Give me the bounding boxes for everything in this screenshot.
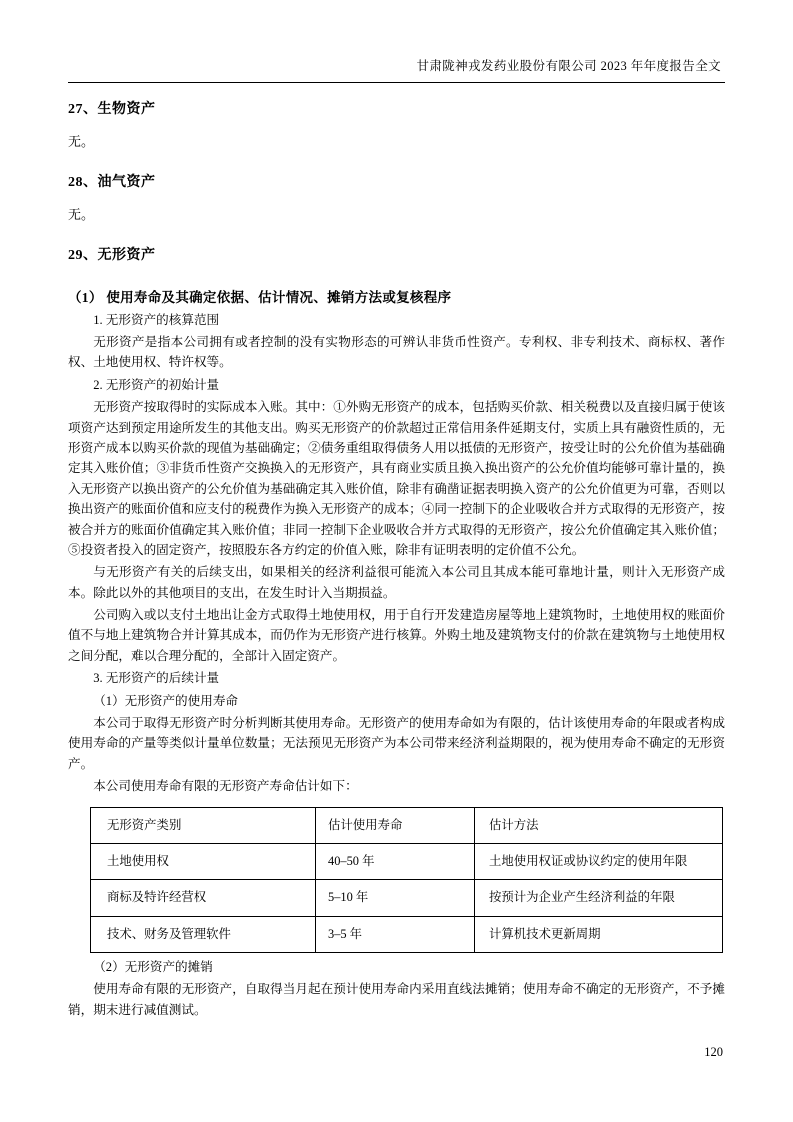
section-27-note: 无。 xyxy=(68,134,95,149)
paragraph-3: 2. 无形资产的初始计量 xyxy=(93,377,220,392)
table-row xyxy=(91,843,723,879)
table-cell-life: 40–50 年 xyxy=(316,843,475,879)
table-header-row xyxy=(91,807,723,843)
paragraph-11: （2）无形资产的摊销 xyxy=(93,960,213,975)
table-row xyxy=(91,880,723,916)
paragraph-8: （1）无形资产的使用寿命 xyxy=(93,693,239,708)
paragraph-12: 使用寿命有限的无形资产，自取得当月起在预计使用寿命内采用直线法摊销；使用寿命不确定的无形资产，不予摊销，期末进行减值测试。 xyxy=(68,982,725,1017)
page-number: 120 xyxy=(704,1045,723,1059)
table-header-cell-category: 无形资产类别 xyxy=(91,807,316,843)
paragraph-7: 3. 无形资产的后续计量 xyxy=(93,671,220,686)
intangible-assets-life-table xyxy=(90,807,723,953)
table-cell-method: 按预计为企业产生经济利益的年限 xyxy=(475,880,723,916)
table-cell-life: 5–10 年 xyxy=(316,880,475,916)
table-cell-method: 土地使用权证或协议约定的使用年限 xyxy=(475,843,723,879)
table-row xyxy=(91,916,723,952)
table-header-cell-method: 估计方法 xyxy=(475,807,723,843)
table-cell-category: 土地使用权 xyxy=(91,843,316,879)
page-content xyxy=(68,92,725,1020)
section-28-note: 无。 xyxy=(68,206,95,222)
section-heading-29: 29、无形资产 xyxy=(68,247,156,263)
subsection-heading-1: （1） 使用寿命及其确定依据、估计情况、摊销方法或复核程序 xyxy=(68,289,452,305)
table-cell-category: 商标及特许经营权 xyxy=(91,880,316,916)
paragraph-2: 无形资产是指本公司拥有或者控制的没有实物形态的可辨认非货币性资产。专利权、非专利技术、商标权、著作权、土地使用权、特许权等。 xyxy=(68,334,725,370)
table-header-cell-life: 估计使用寿命 xyxy=(316,807,475,843)
paragraph-10: 本公司使用寿命有限的无形资产寿命估计如下： xyxy=(93,779,358,794)
paragraph-4: 无形资产按取得时的实际成本入账。其中：①外购无形资产的成本，包括购买价款、相关税费以及直接归属于使该项资产达到预定用途所发生的其他支出。购买无形资产的价款超过正常信用条件延期支付，实质上具有融资性质的，无形资产成本以购买价款的现值为基础确定；②债务重组取得债务人用以抵债的无形资产，按受让时的公允价值为基础确定其入账价值；③非货币性资产交换换入的无形资产，具有商业实质且换入换出资产的公允价值均能够可靠计量的，换入无形资产以换出资产的公允价值为基础确定其入账价值，除非有确凿证据表明换入资产的公允价值更为可靠，否则以换出资产的账面价值和应支付的税费作为换入无形资产的成本；④同一控制下的企业吸收合并方式取得的无形资产，按被合并方的账面价值确定其入账价值；非同一控制下企业吸收合并方式取得的无形资产，按公允价值确定其入账价值；⑤投资者投入的固定资产，按照股东各方约定的价值入账，除非有证明表明的定价值不公允。 xyxy=(68,400,725,557)
page-header: 甘肃陇神戎发药业股份有限公司 2023 年年度报告全文 xyxy=(416,59,721,73)
section-heading-28: 28、油气资产 xyxy=(68,174,156,190)
header-divider xyxy=(68,82,725,83)
table-cell-life: 3–5 年 xyxy=(316,916,475,952)
paragraph-9: 本公司于取得无形资产时分析判断其使用寿命。无形资产的使用寿命如为有限的，估计该使用寿命的年限或者构成使用寿命的产量等类似计量单位数量；无法预见无形资产为本公司带来经济利益期限的，视为使用寿命不确定的无形资产。 xyxy=(68,716,725,771)
section-heading-27: 27、生物资产 xyxy=(68,102,156,117)
paragraph-6: 公司购入或以支付土地出让金方式取得土地使用权，用于自行开发建造房屋等地上建筑物时，土地使用权的账面价值不与地上建筑物合并计算其成本，而仍作为无形资产进行核算。外购土地及建筑物支付的价款在建筑物与土地使用权之间分配，难以合理分配的，全部计入固定资产。 xyxy=(68,608,725,663)
paragraph-1: 1. 无形资产的核算范围 xyxy=(93,312,220,327)
table-cell-category: 技术、财务及管理软件 xyxy=(91,916,316,952)
paragraph-5: 与无形资产有关的后续支出，如果相关的经济利益很可能流入本公司且其成本能可靠地计量，则计入无形资产成本。除此以外的其他项目的支出，在发生时计入当期损益。 xyxy=(68,565,725,600)
table-cell-method: 计算机技术更新周期 xyxy=(475,916,723,952)
